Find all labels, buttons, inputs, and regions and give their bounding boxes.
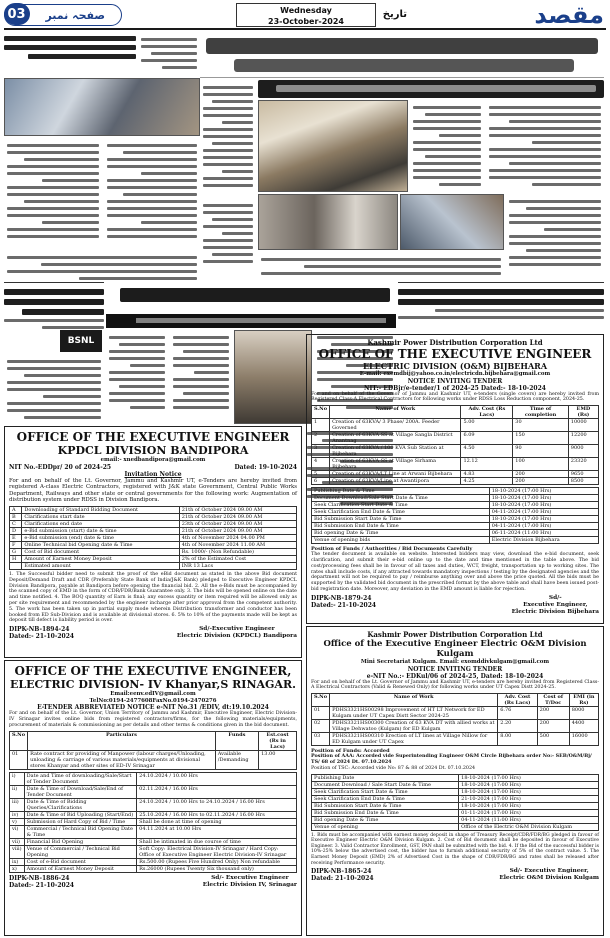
tender-intro: For and on behalf of the Lt. Governor, Union Territory of Jammu and Kashmir, Executive Engineer, Electric Division-IV Srinagar invites online bids from registered contractors/firms, for the following materials/equipments, procurement of materials & commissioning as per details and other terms & conditions given in the bid document. bbox=[9, 711, 297, 728]
date-caption: تاریخ bbox=[382, 9, 407, 20]
table-row bbox=[10, 838, 297, 845]
table-row bbox=[312, 419, 599, 432]
table-row bbox=[312, 816, 599, 823]
tender-position-ts: Position of TSC: Accorded vide No: 87 & 88 of 2024 Dt. 07.10.2024 bbox=[311, 765, 476, 771]
table-row bbox=[10, 506, 297, 513]
table-cell: Document Download / Sale Start Date & Time bbox=[312, 781, 459, 788]
spacer bbox=[304, 520, 310, 530]
table-cell: H bbox=[10, 555, 22, 562]
tender-email: E-mail: exemdbij@yahoo.co.in/electricdn.bijbehara@gmail.com bbox=[359, 371, 551, 377]
table-row bbox=[312, 530, 599, 537]
table-cell: 12200 bbox=[568, 432, 598, 445]
middle-col-2 bbox=[170, 330, 232, 424]
left-news-headline bbox=[4, 32, 136, 76]
table-cell: ii) bbox=[10, 785, 25, 798]
tender-footer-date: Dated: 21-10-2024 bbox=[311, 875, 374, 883]
tender-org: Kashmir Power Distribution Corporation Ltd bbox=[367, 630, 543, 639]
table-row bbox=[10, 750, 297, 769]
tender-intro: For and on behalf of the Lt. Governor of Jammu and Kashmir UT, e-tenders are hereby invited from Registered Class-A Electrical Contractors (Valid & Renewed Only) for following works under UT Capex Distt 2024-25. bbox=[311, 679, 599, 691]
table-row bbox=[312, 478, 599, 485]
left-mid-column bbox=[4, 354, 104, 424]
middle-headline bbox=[106, 284, 396, 312]
table-cell: Creation of 63KVA/LT Line at Arwani Bijbehara bbox=[330, 471, 461, 478]
tender-dipk: DIPK-NB-1894-24 bbox=[9, 626, 70, 634]
tender-position: Position of Funds / Authorities / Bid Documents Carefully bbox=[311, 546, 473, 553]
table-row bbox=[312, 823, 599, 830]
table-header: Name of Work bbox=[330, 694, 498, 707]
table-row bbox=[312, 802, 599, 809]
table-cell: Clarifications start date bbox=[22, 513, 179, 520]
tender-title: OFFICE OF THE EXECUTIVE ENGINEER bbox=[16, 430, 290, 444]
table-cell: 500 bbox=[537, 733, 569, 746]
table-cell: Rate contract for providing of Manpower (labour charges/Unloading, unloading & carriage of various materials/equipments at divisional stores Khanyar and other sites of ED-IV Srinagar bbox=[28, 750, 216, 769]
tender-body: The tender document is available on website. Interested bidders may view, download the e-bid document, seek clarification, and submit their e-bid online up to the date and time mentioned in the table above. The bid cost/processing fees shall be in favour of all taxes and duties, WCT, freight, transportation up to working sites. The rates shall include costs, if any attracted towards mandatory inspections / testing by the designated agencies and the department will not be required to pay / reimburse anything over and above the price quoted. All the bids must be supported by the validated bid document in the prescribed format by the above table and shall have been issued post-bid registration date. Moreover, any deviation in the EMD amount is liable for rejection. bbox=[311, 552, 599, 592]
table-row bbox=[10, 513, 297, 520]
tender-subtitle: ELECTRIC DIVISION- IV Khanyar,S RINAGAR. bbox=[10, 678, 296, 691]
table-cell: 200 bbox=[537, 707, 569, 720]
table-cell: Publishing Date & Time bbox=[312, 488, 490, 495]
table-cell: 12.12 bbox=[461, 458, 513, 471]
table-cell: Cost of Bid document bbox=[22, 548, 179, 555]
table-cell: Bid opening Date & Time bbox=[312, 530, 490, 537]
table-cell: 18-10-2024 (17:00 Hrs) bbox=[489, 488, 598, 495]
tender-nit: NIT:- EDBjr/e-tender/1 of 2024-25 Dated:- 18-10-2024 bbox=[364, 384, 546, 392]
table-cell: 03 bbox=[312, 733, 330, 746]
table-row bbox=[312, 495, 599, 502]
tender-schedule-table bbox=[9, 772, 297, 873]
tender-section: Invitation Notice bbox=[124, 470, 182, 478]
tender-dated: Dated: 19-10-2024 bbox=[234, 463, 297, 471]
table-cell: Bid opening Date & Time bbox=[312, 816, 459, 823]
tender-kulgam bbox=[306, 626, 604, 936]
table-cell: 21th of October 2024 09.00 AM bbox=[179, 506, 296, 513]
table-cell: 23th of October 2024 09.00 AM bbox=[179, 520, 296, 527]
table-row bbox=[312, 720, 599, 733]
table-cell: Office of the Electric O&M Division Kulgam bbox=[459, 823, 599, 830]
table-cell: Rs.500.00 (Rupees Five Hundred Only) Non refundable bbox=[137, 858, 297, 865]
table-cell: 4 bbox=[312, 458, 330, 471]
table-cell: Date & Time of Bid Uploading (Start/End) bbox=[24, 811, 137, 818]
tender-works-table bbox=[311, 693, 599, 746]
photo-ceremony bbox=[4, 78, 200, 136]
table-cell: Bid Submission Start Date & Time bbox=[312, 516, 490, 523]
table-row bbox=[312, 432, 599, 445]
table-row bbox=[10, 562, 297, 569]
table-cell: Creation of 63KVA SS at Village Sangla District Anantnag bbox=[330, 432, 461, 445]
table-cell: 21-10-2024 (17:00 Hrs) bbox=[459, 795, 599, 802]
table-row bbox=[10, 818, 297, 825]
table-row bbox=[10, 865, 297, 872]
table-cell: 6.76 bbox=[498, 707, 537, 720]
table-cell: Venue of opening bids bbox=[312, 537, 490, 544]
tender-sign-2: Electric Division IV, Srinagar bbox=[202, 881, 297, 888]
table-cell: 21th of October 2024 09.00 AM bbox=[179, 513, 296, 520]
table-row bbox=[312, 809, 599, 816]
table-cell: 06-11-2024 (11:00 Hrs) bbox=[489, 530, 598, 537]
table-header: S.No bbox=[10, 731, 28, 750]
tender-sign-2: Electric O&M Division Kulgam bbox=[499, 875, 599, 882]
table-cell: 01 bbox=[312, 707, 330, 720]
table-cell: D bbox=[10, 527, 22, 534]
photo-meeting bbox=[258, 100, 408, 192]
table-cell: x) bbox=[10, 865, 25, 872]
table-cell: 04.11.2024 at 10.00 Hrs bbox=[137, 825, 297, 838]
tender-subtitle: KPDCL DIVISION BANDIPORA bbox=[57, 444, 249, 457]
table-cell: 24.10.2024 / 10.00 Hrs bbox=[137, 772, 297, 785]
tender-title: OFFICE OF THE EXECUTIVE ENGINEER bbox=[318, 347, 592, 361]
tender-dipk: DIPK-NB-1865-24 bbox=[311, 868, 372, 876]
table-cell: 23320 bbox=[568, 458, 598, 471]
tender-footer-date: Dated:- 21-10-2024 bbox=[311, 601, 377, 609]
table-row bbox=[10, 785, 297, 798]
tender-kpdcl-bandipora bbox=[4, 426, 302, 658]
table-cell: vii) bbox=[10, 838, 25, 845]
table-cell: Amount of Earnest Money Deposit bbox=[22, 555, 179, 562]
tender-sign-2: Electric Division (KPDCL) Bandipora bbox=[176, 633, 297, 640]
table-cell: Electric Division Bijbehara bbox=[489, 537, 598, 544]
table-cell: Online Technical bid Opening date & Time bbox=[22, 541, 179, 548]
table-row bbox=[312, 488, 599, 495]
table-row bbox=[10, 772, 297, 785]
table-cell: Bid Submission Start Date & Time bbox=[312, 802, 459, 809]
table-cell: 21th of October 2024 09.00 AM bbox=[179, 527, 296, 534]
left-news-column-1 bbox=[4, 138, 102, 248]
table-row bbox=[10, 520, 297, 527]
table-cell: Amount of Earnest Money Deposit bbox=[24, 865, 137, 872]
table-cell: 5 bbox=[312, 471, 330, 478]
table-cell: vi) bbox=[10, 825, 25, 838]
photo-conference bbox=[400, 194, 504, 250]
table-cell: Creation of 63KVA / 100 KVA Sub Station at Bijbehara bbox=[330, 445, 461, 458]
tender-title: Office of the Executive Engineer Electric O&M Division Kulgam bbox=[323, 639, 587, 659]
table-cell: Estimated amount bbox=[22, 562, 179, 569]
date-box bbox=[236, 3, 407, 27]
tender-work-table bbox=[9, 731, 297, 770]
tender-schedule-table bbox=[9, 506, 297, 570]
table-cell: B bbox=[10, 513, 22, 520]
tender-sign-2: Executive Engineer, bbox=[523, 601, 588, 608]
table-cell: Creation of 63KVA SS at Village Sirhama Bijbehara bbox=[330, 458, 461, 471]
table-row bbox=[10, 541, 297, 548]
table-cell: 2% of the Estimated Cost bbox=[179, 555, 296, 562]
table-cell: PDHS3321HS00310 Erection of LT lines at Village Nillow for ED Kulgam under UT Capex bbox=[330, 733, 498, 746]
left-news-brief bbox=[138, 32, 200, 76]
tender-schedule-table bbox=[311, 774, 599, 831]
table-cell: 01 bbox=[10, 750, 28, 769]
table-row bbox=[312, 502, 599, 509]
table-row bbox=[10, 811, 297, 818]
photo-delegation bbox=[234, 330, 312, 424]
table-cell: Date & Time of Download/Sale/End of Tender Document bbox=[24, 785, 137, 798]
table-cell: Seek Clarification End Date & Time bbox=[312, 795, 459, 802]
table-cell: Downloading of Standard Bidding Document bbox=[22, 506, 179, 513]
table-cell: Document Download/Sale Start Date & Time bbox=[312, 495, 490, 502]
table-cell: 200 bbox=[537, 720, 569, 733]
tender-email: email:- xnedbandipora@gmail.com bbox=[100, 457, 206, 463]
center-news-col bbox=[200, 80, 256, 198]
table-cell: 1 bbox=[312, 419, 330, 432]
table-header: Funds bbox=[215, 731, 258, 750]
tender-position-aaa: Position of AAA: Accorded vide Superintending Engineer O&M Circle Bijbehara order No:- SEB/O&M/Bj/ TS/ 68 of 2024 Dt. 07.10.2024 bbox=[311, 753, 592, 765]
main-headline bbox=[200, 32, 604, 78]
table-row bbox=[312, 774, 599, 781]
table-cell: 24.10.2024 / 10.00 Hrs to 24.10.2024 / 16.00 Hrs bbox=[137, 798, 297, 811]
table-header: Particulars bbox=[28, 731, 216, 750]
table-cell: 4th of November 2024 04.00 PM bbox=[179, 534, 296, 541]
table-cell: 2.20 bbox=[498, 720, 537, 733]
tender-notes: 1. The Successful bidder need to submit the proof of the eBid document as stated in the above Bid document Deposit/Demand Draft and CDR (Preferably State Bank of India/J&K Bank) pledged to Executive Engineer KPDCL Division Bandipora, payable at Bandipora before opening the financial bid. 2. All the e-Bids must be accompanied by the scanned copy of EMD in the form of CDR/FDR/Bank Guarantee only. 3. The bids will be opened online on the date and time notified. 4. The BOQ quantity of Earn is final; any excess quantity or item required will be allowed only as per site requirement and recommended by the engineer incharge after prior approval from the competent authority. 5. The work has been taken up in partial supply mode wherein Distribution transformer and conductor has been booked from ED Sub-Division and is available at divisional stores. 6. 5% to 10% of the payments made will be kept as deposit till defect is liability period is over. bbox=[9, 571, 297, 624]
table-cell: G bbox=[10, 548, 22, 555]
table-cell: 8500 bbox=[568, 478, 598, 485]
table-row bbox=[312, 516, 599, 523]
tender-nit: NIT No.-EDDpr/ 20 of 2024-25 bbox=[9, 463, 112, 471]
tender-sign-3: Electric Division Bijbehara bbox=[511, 608, 599, 615]
table-row bbox=[10, 548, 297, 555]
table-cell: e-Bid submission (start) date & time bbox=[22, 527, 179, 534]
day-label: Wednesday bbox=[280, 6, 332, 15]
table-cell: 6.09 bbox=[461, 432, 513, 445]
table-row bbox=[312, 781, 599, 788]
table-cell: 04-11-2024 (17:00 Hrs) bbox=[489, 509, 598, 516]
table-cell: Bid Submission End Date & Time bbox=[312, 523, 490, 530]
table-cell: 8000 bbox=[569, 707, 598, 720]
table-cell: 9650 bbox=[568, 471, 598, 478]
table-cell: Financial Bid Opening bbox=[24, 838, 137, 845]
table-cell: ix) bbox=[10, 858, 25, 865]
table-cell: 5.00 bbox=[461, 419, 513, 432]
table-row bbox=[10, 798, 297, 811]
table-cell: 8.00 bbox=[498, 733, 537, 746]
table-cell: Rs.26000 (Rupees Twenty Six thousand only) bbox=[137, 865, 297, 872]
table-cell: 18-10-2024 (17:00 Hrs) bbox=[489, 502, 598, 509]
table-row bbox=[312, 537, 599, 544]
tender-nit: e-NIT No.:- EDKul/06 of 2024-25, Dated: 18-10-2024 bbox=[366, 672, 544, 680]
table-cell: 10000 bbox=[568, 419, 598, 432]
table-header: Name of Work bbox=[330, 406, 461, 419]
table-cell: v) bbox=[10, 818, 25, 825]
table-row bbox=[312, 788, 599, 795]
tender-sign-1: Sd/- Executive Engineer bbox=[211, 874, 289, 881]
tender-notice: NOTICE INVITING TENDER bbox=[407, 377, 503, 385]
table-cell: 18-10-2024 (17:00 Hrs) bbox=[459, 788, 599, 795]
table-cell: INR 13 Lacs bbox=[179, 562, 296, 569]
table-cell: 3 bbox=[312, 445, 330, 458]
tender-works-table bbox=[311, 405, 599, 485]
table-cell: 04-11-2024 (11:00 Hrs) bbox=[459, 816, 599, 823]
date-label: 23-October-2024 bbox=[268, 17, 344, 26]
tender-dipk: DIPK-NB-1879-24 bbox=[311, 594, 372, 602]
table-cell: Bid Submission End Date & Time bbox=[312, 809, 459, 816]
right-mid-headline bbox=[398, 282, 604, 330]
table-cell: iv) bbox=[10, 811, 25, 818]
table-cell: 04-11-2024 (17:00 Hrs) bbox=[489, 523, 598, 530]
tender-terms: 1. Bids must be accompanied with earnest money deposit in shape of Treasury Receipt/CDR/FDR/BG pledged in favour of Executive Engineer Electric O&M Division Kulgam. 2. Cost of Bid document shall be deposited in favour of Executive Engineer. 3. Valid Contractor Enrollment, GST, PAN shall be submitted with the bid. 4. If the Bid of the successful bidder is 10%-25% below the advertised cost, the bidder has to furnish additional security of 5% of the contract value. 5. The Earnest Money Deposit (EMD) 2% of Advertised Cost in the shape of CDR/FDR/BG and rates shall be released after receiving Performance security. bbox=[311, 832, 599, 866]
table-header: EMD (Rs) bbox=[568, 406, 598, 419]
tender-footer-date: Dated:- 21-10-2024 bbox=[9, 881, 75, 889]
table-cell: Date & Time of Bidding Queries/Clarifications bbox=[24, 798, 137, 811]
table-cell: 18-10-2024 (17:00 Hrs) bbox=[489, 516, 598, 523]
table-cell: 30 bbox=[513, 419, 569, 432]
table-cell: 02.11.2024 / 16.00 Hrs bbox=[137, 785, 297, 798]
table-cell: 4.25 bbox=[461, 478, 513, 485]
table-cell: PDHS3321HS00300 Creation of 63 KVA DT with allied works at Village Dehwatoo (Kulgam) for ED Kulgam bbox=[330, 720, 498, 733]
table-row bbox=[10, 858, 297, 865]
tender-nit: E-TENDER ABBREVIATED NOTICE e-NIT No.31 /EDIV, dt:19.10.2024 bbox=[37, 704, 269, 712]
page-number: 03 bbox=[4, 3, 30, 25]
table-cell: 18-10-2024 (17:00 Hrs) bbox=[459, 781, 599, 788]
center-news-col-4 bbox=[506, 194, 604, 280]
center-news-col-5 bbox=[200, 198, 256, 280]
newspaper-logo: مقصد bbox=[534, 1, 604, 29]
tender-dipk: DIPK-NB-1886-24 bbox=[9, 874, 70, 882]
photo-officials bbox=[258, 194, 398, 250]
table-cell: 18-10-2024 (17:00 Hrs) bbox=[459, 774, 599, 781]
tender-intro: For and on behalf of the Governor of Jammu and Kashmir UT, e-tenders (single covers) are hereby invited from Registered Class-A Electrical Contractors for following works under RDSS Loss Reduction component, 2024-25. bbox=[311, 391, 599, 403]
table-cell: 90 bbox=[513, 445, 569, 458]
table-row bbox=[10, 527, 297, 534]
table-cell: Commercial / Technical Bid Opening Date & Time bbox=[24, 825, 137, 838]
tender-intro: For and on behalf of the Lt. Governor, Jammu and Kashmir UT, e-Tenders are hereby invited from registered A-class Electric Contractors, registered with J&K state Government, Central Public Works Department, Railways and other state or central governments for the following work: Augmentation of distribution system under RDSS in Division Bandipora. bbox=[9, 477, 297, 504]
tender-notice: NOTICE INVITING TENDER bbox=[407, 665, 503, 673]
table-cell: e-Bid submission (end) date & time bbox=[22, 534, 179, 541]
table-cell: 4.83 bbox=[461, 471, 513, 478]
center-news-col-6 bbox=[258, 252, 504, 280]
tender-sign-1: Sd/- bbox=[548, 594, 562, 601]
table-cell: Clarifications end date bbox=[22, 520, 179, 527]
page-number-label: صفحہ نمبر bbox=[45, 8, 106, 22]
middle-col-1 bbox=[106, 330, 168, 424]
table-cell: 4.50 bbox=[461, 445, 513, 458]
table-cell: 100 bbox=[513, 458, 569, 471]
table-cell: 6 bbox=[312, 478, 330, 485]
tender-subtitle: ELECTRIC DIVISION (O&M) BIJBEHARA bbox=[362, 361, 548, 371]
table-cell: PDHS3321HS00298 Improvement of HT LT Network for ED Kulgam under UT Capex Distt Sector 2024-25 bbox=[330, 707, 498, 720]
tender-footer-date: Dated:- 21-10-2024 bbox=[9, 633, 75, 641]
table-cell: viii) bbox=[10, 845, 25, 858]
table-cell: Venue of opening bbox=[312, 823, 459, 830]
middle-subheadline bbox=[106, 314, 396, 328]
tender-schedule-table bbox=[311, 487, 599, 544]
left-news-column-2 bbox=[104, 138, 200, 248]
table-header: S.No bbox=[312, 406, 330, 419]
table-cell: 4400 bbox=[569, 720, 598, 733]
table-row bbox=[312, 445, 599, 458]
table-cell: Seek Clarification Start Date & Time bbox=[312, 502, 490, 509]
tender-srinagar bbox=[4, 660, 302, 936]
table-cell: 02 bbox=[312, 720, 330, 733]
table-cell: 18-10-2024 (17:00 Hrs) bbox=[489, 495, 598, 502]
table-cell: 13.00 bbox=[259, 750, 297, 769]
table-cell: Publishing Date bbox=[312, 774, 459, 781]
table-row bbox=[312, 707, 599, 720]
table-row bbox=[312, 733, 599, 746]
table-row bbox=[10, 845, 297, 858]
tender-sign-1: Sd/-Executive Engineer bbox=[199, 626, 275, 633]
table-cell: 01-11-2024 (17:00 Hrs) bbox=[459, 809, 599, 816]
center-news-col-3 bbox=[486, 100, 604, 192]
table-row bbox=[312, 458, 599, 471]
table-cell bbox=[10, 562, 22, 569]
tender-funds: Position of Funds: Accorded bbox=[311, 748, 390, 755]
table-row bbox=[10, 825, 297, 838]
table-row bbox=[312, 523, 599, 530]
table-header: Time of completion bbox=[513, 406, 569, 419]
table-cell: Seek Clarification End Date & Time bbox=[312, 509, 490, 516]
table-header: Est.cost (Rs in Lacs) bbox=[259, 731, 297, 750]
table-cell: Soft Copy: Electrical Division-IV Srinagar / Hard Copy: Office of Executive Engineer Electric Division-IV Srinagar bbox=[137, 845, 297, 858]
table-cell: Shall be intimated in due course of time bbox=[137, 838, 297, 845]
sub-headline bbox=[258, 80, 604, 98]
table-row bbox=[10, 534, 297, 541]
page-number-badge bbox=[4, 4, 122, 26]
table-header: Cost of T/Doc bbox=[537, 694, 569, 707]
table-cell: Rs. 1000/- (Non Refundable) bbox=[179, 548, 296, 555]
table-header: S.No bbox=[312, 694, 330, 707]
table-cell: 2 bbox=[312, 432, 330, 445]
table-cell: F bbox=[10, 541, 22, 548]
table-cell: 9000 bbox=[568, 445, 598, 458]
table-cell: 16000 bbox=[569, 733, 598, 746]
tender-address: Mini Secretariat Kulgam. Email: exomddivkulgam@gmail.com bbox=[360, 659, 550, 665]
table-cell: Creation of 63KVA/Line at Awantipora bbox=[330, 478, 461, 485]
table-cell: Shall be done at time of opening bbox=[137, 818, 297, 825]
tender-email: Email:eenv.edIV@gmail.com bbox=[110, 691, 196, 697]
masthead bbox=[4, 2, 606, 30]
table-header: Adv. Cost (Rs Lacs) bbox=[461, 406, 513, 419]
table-cell: E bbox=[10, 534, 22, 541]
table-cell: 150 bbox=[513, 432, 569, 445]
table-cell: 4th of November 2024 11.00 AM bbox=[179, 541, 296, 548]
tender-org: Kashmir Power Distribution Corporation Ltd bbox=[367, 338, 543, 347]
table-cell: Submission of Hard Copy of Bid / Time bbox=[24, 818, 137, 825]
table-cell: Cost of e-Bid document bbox=[24, 858, 137, 865]
table-cell: iii) bbox=[10, 798, 25, 811]
table-cell: 200 bbox=[513, 471, 569, 478]
table-cell: Date and Time of downloading/Sale/Start of Tender Document bbox=[24, 772, 137, 785]
bsnl-label: BSNL bbox=[60, 330, 102, 352]
table-header: EMI (in Rs) bbox=[569, 694, 598, 707]
table-cell: Venue of Commercial / Technical Bid Opening bbox=[24, 845, 137, 858]
table-header: Adv. Cost (Rs Lacs) bbox=[498, 694, 537, 707]
table-row bbox=[312, 795, 599, 802]
table-cell: i) bbox=[10, 772, 25, 785]
left-news-column-3 bbox=[4, 250, 200, 280]
tender-sign-1: Sd/- Executive Engineer, bbox=[509, 868, 589, 875]
table-cell: 25.10.2024 / 16.00 Hrs to 02.11.2024 / 16.00 Hrs bbox=[137, 811, 297, 818]
table-row bbox=[312, 471, 599, 478]
table-cell: A bbox=[10, 506, 22, 513]
table-cell: Seek Clarification Start Date & Time bbox=[312, 788, 459, 795]
tender-title: OFFICE OF THE EXECUTIVE ENGINEER, bbox=[14, 664, 292, 678]
table-cell: 18-10-2024 (17:00 Hrs) bbox=[459, 802, 599, 809]
table-cell: Creation of 63KVA/ 3 Phase/ 200A. Feeder Governed bbox=[330, 419, 461, 432]
tender-bijbehara bbox=[306, 334, 604, 624]
table-cell: Available /Demanding bbox=[215, 750, 258, 769]
tender-contact: TelNo:0194-2477608FaxNo.0194-2470276 bbox=[89, 697, 217, 704]
table-cell: C bbox=[10, 520, 22, 527]
table-row bbox=[10, 555, 297, 562]
table-cell: 200 bbox=[513, 478, 569, 485]
center-news-col-2 bbox=[410, 100, 484, 192]
table-row bbox=[312, 509, 599, 516]
